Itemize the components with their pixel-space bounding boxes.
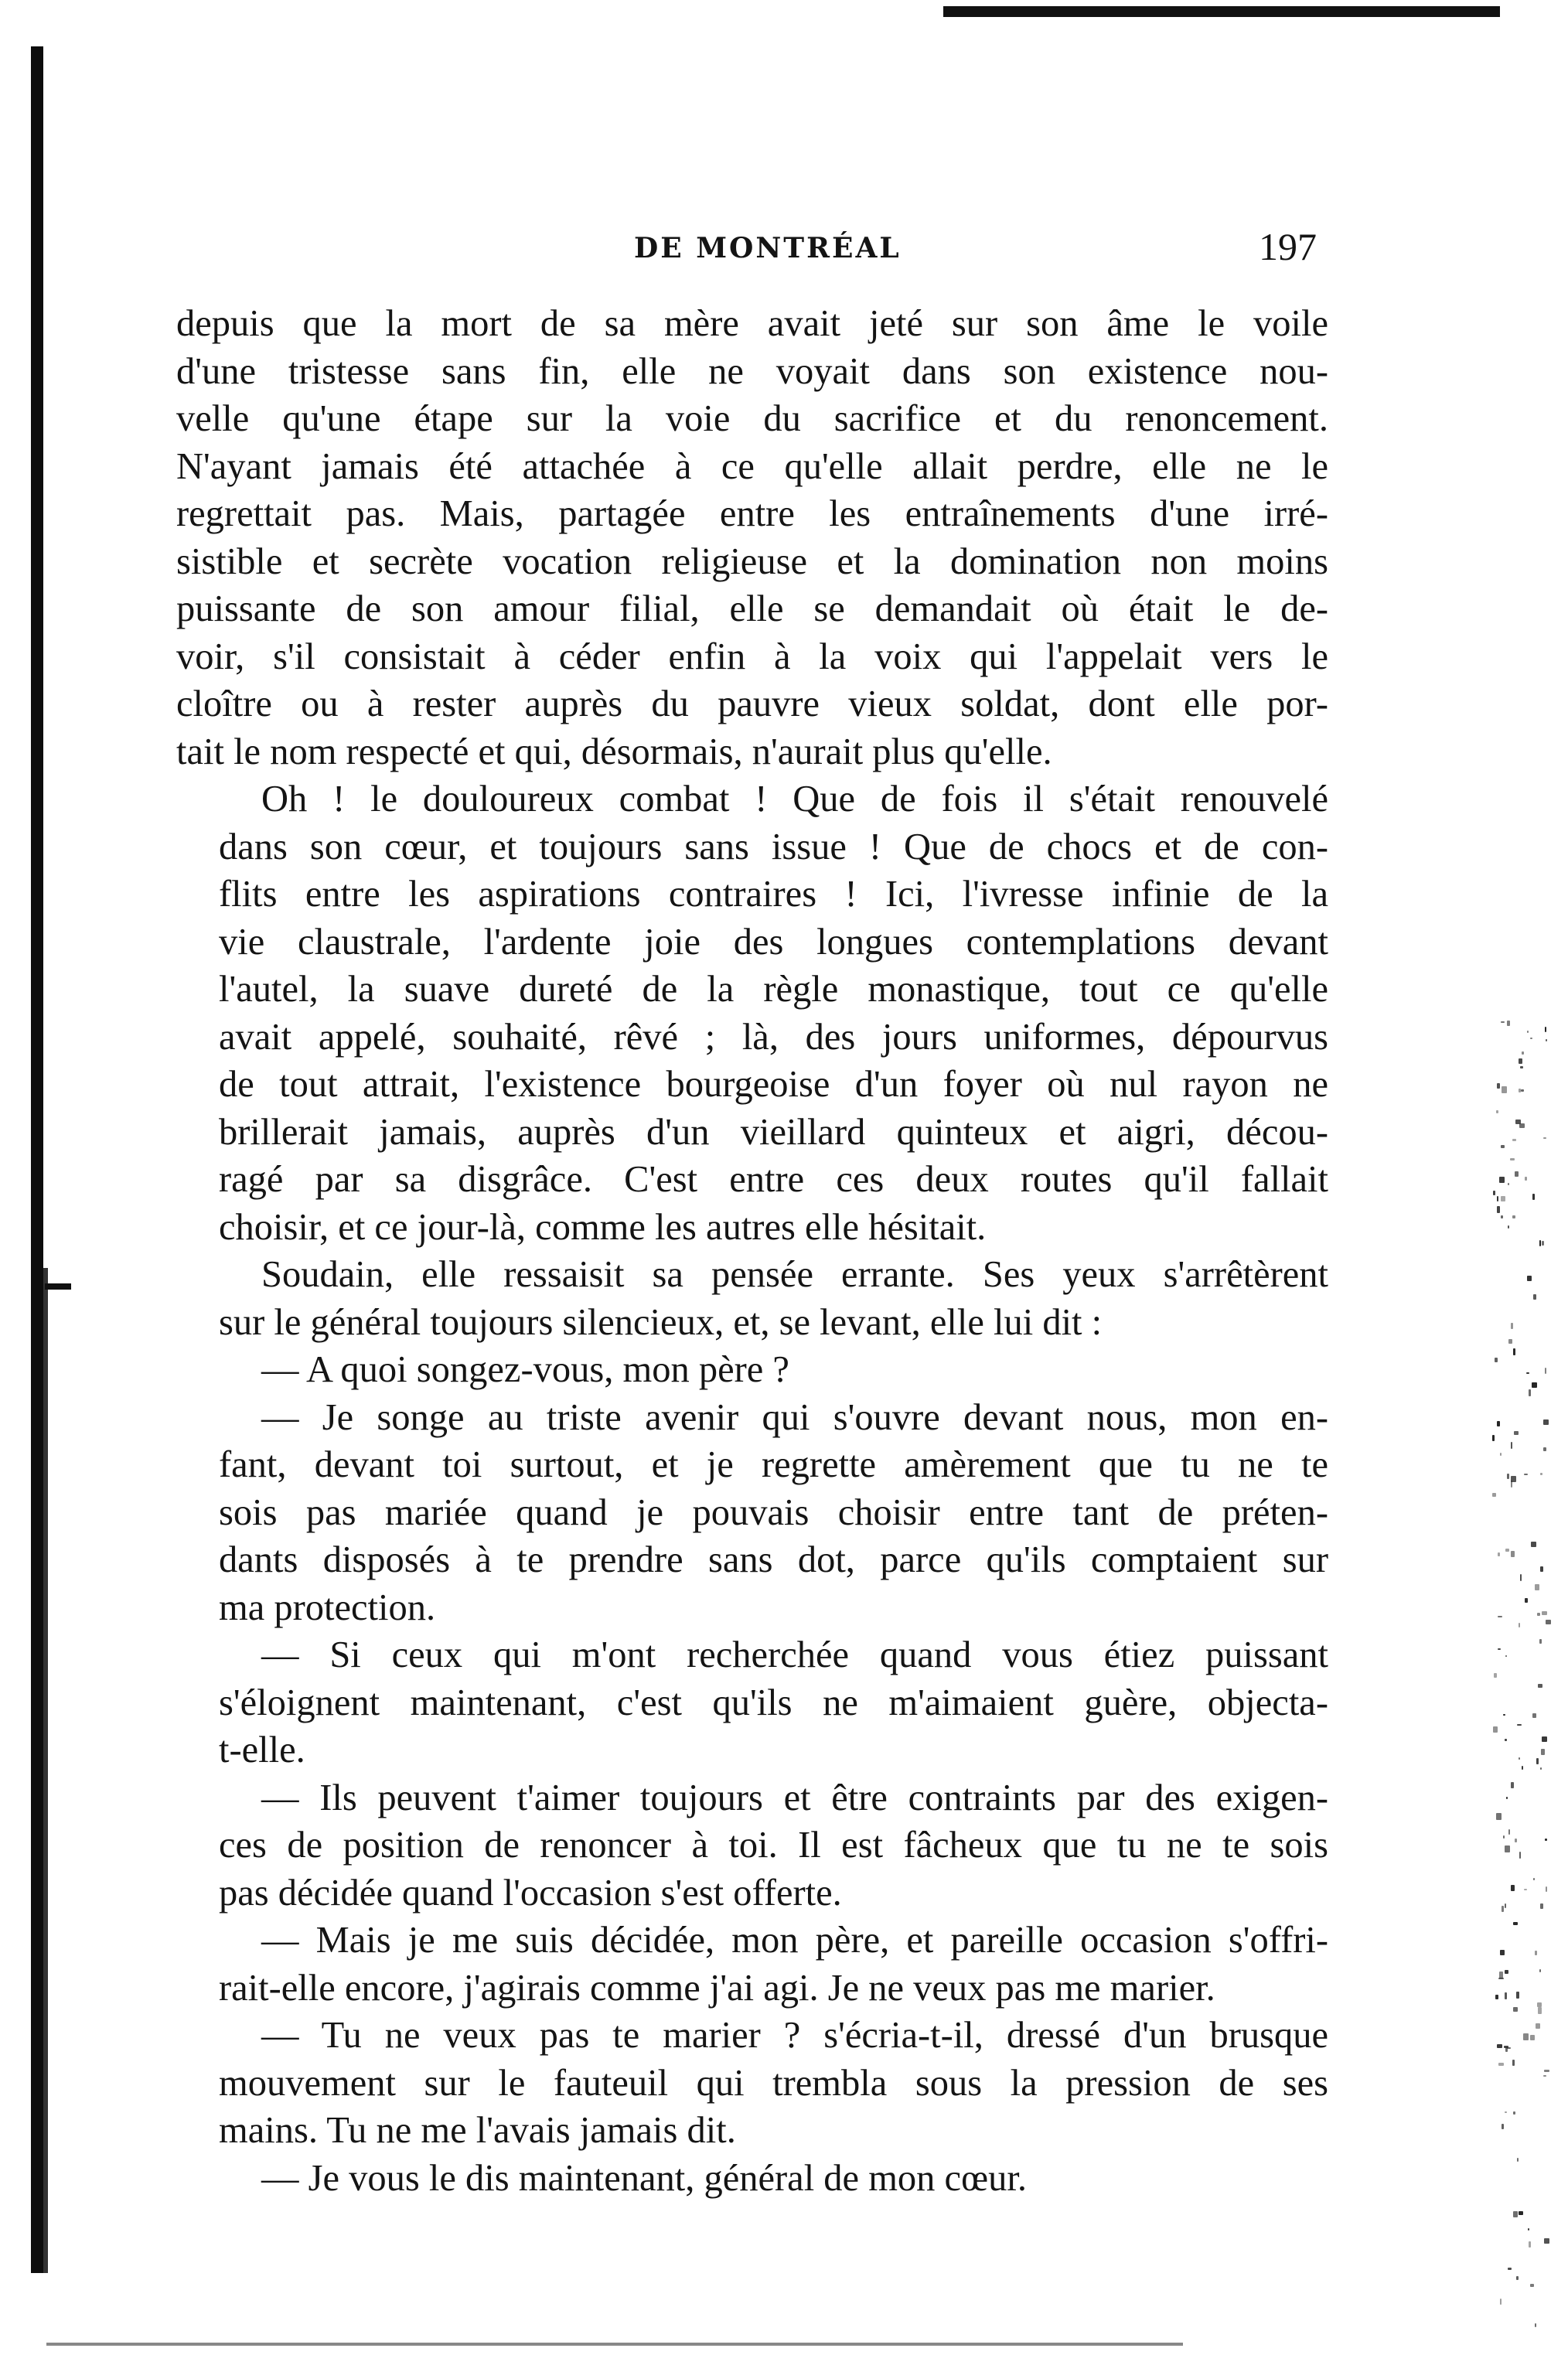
scan-speck — [1519, 1852, 1521, 1859]
scan-speck — [1512, 1139, 1516, 1141]
scan-speck — [1512, 1215, 1515, 1218]
scan-speck — [1500, 1453, 1502, 1456]
scan-speck — [1495, 1995, 1498, 1999]
scan-speck — [1543, 1137, 1546, 1139]
scan-speck — [1492, 1435, 1495, 1441]
scan-speck — [1523, 2033, 1529, 2040]
scan-speck — [1496, 1813, 1502, 1820]
scan-speck — [1511, 1551, 1515, 1557]
scan-speck — [1537, 1613, 1540, 1616]
text-line: — A quoi songez-vous, mon père ? — [261, 1349, 789, 1390]
scan-speck — [1501, 1145, 1505, 1148]
text-line: de tout attrait, l'existence bourgeoise d'un foyer où nul rayon ne — [219, 1064, 1328, 1105]
scan-speck — [1497, 1196, 1498, 1201]
scan-speck — [1536, 2023, 1540, 2029]
scan-speck — [1531, 1542, 1536, 1547]
scan-speck — [1517, 1724, 1522, 1726]
scan-speck — [1546, 1620, 1551, 1624]
scan-speck — [1493, 1726, 1498, 1733]
scan-speck — [1508, 1225, 1509, 1229]
text-line: rait-elle encore, j'agirais comme j'ai agi. Je ne veux pas me marier. — [219, 1967, 1215, 2009]
scan-speck — [1519, 1757, 1520, 1760]
scan-speck — [1505, 2111, 1507, 2113]
scan-speck — [1538, 1684, 1542, 1688]
scan-speck — [1543, 1419, 1549, 1425]
scan-speck — [1513, 2111, 1515, 2115]
scan-speck — [1516, 1992, 1519, 1999]
scan-speck — [1543, 1447, 1546, 1451]
scan-speck — [1516, 2276, 1519, 2280]
text-line: d'une tristesse sans fin, elle ne voyait dans son existence nou- — [176, 350, 1328, 392]
scan-speck — [1540, 1903, 1543, 1909]
scan-speck — [1510, 1158, 1515, 1160]
paragraph — [176, 1346, 1328, 1394]
scan-speck — [1495, 1358, 1498, 1362]
scan-speck — [1506, 1797, 1508, 1799]
text-line: avait appelé, souhaité, rêvé ; là, des jours uniformes, dépourvus — [219, 1016, 1328, 1058]
text-line: flits entre les aspirations contraires ! Ici, l'ivresse infinie de la — [219, 874, 1328, 915]
scan-speck — [1503, 1835, 1505, 1839]
scan-speck — [1521, 1089, 1524, 1092]
scan-speck — [1511, 1885, 1515, 1891]
text-line: brillerait jamais, auprès d'un vieillard quinteux et aigri, décou- — [219, 1111, 1328, 1153]
scan-speck — [1520, 1066, 1523, 1068]
scan-speck — [1544, 2238, 1549, 2244]
text-line: — Si ceux qui m'ont recherchée quand vous étiez puissant — [261, 1634, 1328, 1675]
scan-speck — [1513, 1922, 1518, 1925]
scan-speck — [1539, 1969, 1541, 1972]
scan-speck — [1525, 1598, 1528, 1603]
scan-speck — [1538, 2007, 1542, 2014]
scan-speck — [1527, 1031, 1529, 1033]
scan-bottom-rule — [46, 2343, 1183, 2346]
scan-speck — [1500, 1950, 1505, 1955]
scan-speck — [1532, 1713, 1536, 1718]
scan-left-tick — [45, 1283, 71, 1290]
scan-speck — [1522, 1051, 1524, 1055]
text-line: cloître ou à rester auprès du pauvre vieux soldat, dont elle por- — [176, 683, 1328, 724]
scan-speck — [1511, 1323, 1513, 1329]
text-line: ragé par sa disgrâce. C'est entre ces deux routes qu'il fallait — [219, 1159, 1328, 1200]
paragraph — [176, 775, 1328, 1251]
scan-speck — [1505, 1549, 1509, 1552]
scan-speck — [1520, 1574, 1522, 1581]
text-line: l'autel, la suave dureté de la règle monastique, tout ce qu'elle — [219, 969, 1328, 1010]
scan-speck — [1505, 1655, 1507, 1657]
scan-speck — [1508, 2268, 1512, 2270]
scan-speck — [1508, 1183, 1509, 1185]
scan-speck — [1533, 1294, 1536, 1300]
scan-speck — [1499, 1177, 1505, 1183]
scan-speck — [1497, 1206, 1500, 1213]
scan-speck — [1530, 2035, 1535, 2040]
scan-speck — [1535, 1584, 1539, 1590]
paragraph — [176, 1917, 1328, 2012]
scan-speck — [1545, 1839, 1547, 1841]
scan-speck — [1515, 1171, 1519, 1177]
text-line: Oh ! le douloureux combat ! Que de fois il s'était renouvelé — [261, 779, 1328, 820]
scan-right-specks — [1492, 1021, 1554, 2350]
text-line: sur le général toujours silencieux, et, se levant, elle lui dit : — [219, 1301, 1103, 1343]
text-line: puissante de son amour filial, elle se demandait où était le de- — [176, 588, 1328, 629]
scan-speck — [1535, 2323, 1536, 2327]
scan-speck — [1497, 1421, 1500, 1426]
scan-speck — [1503, 1714, 1505, 1716]
paragraph — [176, 1774, 1328, 1917]
paragraph — [176, 2012, 1328, 2155]
scan-speck — [1507, 1021, 1510, 1026]
text-line: sois pas mariée quand je pouvais choisir entre tant de préten- — [219, 1491, 1328, 1533]
scan-speck — [1536, 1758, 1539, 1764]
scan-speck — [1543, 2075, 1546, 2077]
scan-speck — [1546, 1886, 1547, 1892]
scan-speck — [1505, 1903, 1506, 1908]
scan-speck — [1542, 1611, 1547, 1615]
scan-speck — [1511, 1442, 1512, 1449]
scan-speck — [1525, 1177, 1527, 1181]
scan-speck — [1513, 2211, 1518, 2217]
scan-speck — [1542, 1736, 1547, 1742]
text-line: t-elle. — [219, 1730, 305, 1770]
text-line: sistible et secrète vocation religieuse et la domination non moins — [176, 540, 1328, 582]
scan-speck — [1524, 1474, 1528, 1475]
text-line: pas décidée quand l'occasion s'est offerte. — [219, 1872, 842, 1914]
scan-speck — [1515, 1120, 1521, 1124]
scan-speck — [1519, 1623, 1520, 1627]
scan-speck — [1530, 1038, 1532, 1039]
scan-speck — [1505, 1970, 1508, 1974]
scan-speck — [1501, 1021, 1505, 1023]
text-line: ma protection. — [219, 1586, 436, 1628]
scan-speck — [1501, 1215, 1503, 1218]
scan-speck — [1513, 2007, 1518, 2012]
scan-speck — [1507, 1474, 1509, 1479]
scan-speck — [1498, 1552, 1500, 1556]
text-line: choisir, et ce jour-là, comme les autres elle hésitait. — [219, 1206, 987, 1248]
scan-left-edge — [31, 46, 43, 2273]
scan-speck — [1502, 2124, 1504, 2129]
text-line: vie claustrale, l'ardente joie des longues contemplations devant — [219, 921, 1328, 963]
scan-speck — [1533, 1878, 1535, 1880]
scan-speck — [1527, 1276, 1532, 1281]
scan-speck — [1535, 1951, 1537, 1955]
scan-speck — [1505, 1992, 1507, 1999]
scan-speck — [1540, 1566, 1543, 1572]
scan-top-rule — [943, 6, 1500, 17]
scan-speck — [1515, 1839, 1517, 1842]
scan-speck — [1513, 1348, 1515, 1355]
scan-speck — [1532, 1194, 1535, 1200]
scan-speck — [1497, 1083, 1500, 1089]
body-text — [176, 300, 1328, 2202]
page-number: 197 — [1259, 225, 1317, 268]
scan-speck — [1496, 1110, 1498, 1113]
text-line: — Je vous le dis maintenant, général de mon cœur. — [261, 2157, 1027, 2199]
scan-speck — [1528, 2228, 1529, 2231]
running-head: DE MONTRÉAL — [634, 232, 902, 264]
scan-speck — [1501, 1196, 1505, 1201]
scan-speck — [1519, 1058, 1522, 1064]
scan-speck — [1526, 1372, 1529, 1374]
text-line: dants disposés à te prendre sans dot, parce qu'ils comptaient sur — [219, 1539, 1328, 1580]
text-line: ces de position de renoncer à toi. Il est fâcheux que tu ne te sois — [219, 1825, 1328, 1866]
scan-speck — [1504, 2046, 1508, 2048]
scan-speck — [1540, 1767, 1542, 1770]
scan-speck — [1508, 1339, 1512, 1344]
scan-speck — [1505, 1845, 1510, 1852]
scan-speck — [1519, 2211, 1523, 2215]
text-line: regrettait pas. Mais, partagée entre les entraînements d'une irré- — [176, 493, 1328, 534]
scan-speck — [1492, 1493, 1496, 1497]
scan-speck — [1500, 2299, 1502, 2305]
scan-speck — [1498, 1648, 1501, 1650]
paragraph — [176, 1394, 1328, 1632]
text-line: — Je songe au triste avenir qui s'ouvre devant nous, mon en- — [261, 1396, 1328, 1438]
paragraph — [176, 300, 1328, 775]
scan-speck — [1539, 1240, 1541, 1246]
text-line: — Tu ne veux pas te marier ? s'écria-t-il, dressé d'un brusque — [261, 2015, 1328, 2056]
scan-left-edge-shadow — [43, 1268, 48, 2273]
scan-speck — [1542, 1241, 1544, 1246]
text-line: depuis que la mort de sa mère avait jeté sur son âme le voile — [176, 303, 1328, 344]
scan-speck — [1494, 1673, 1497, 1678]
text-line: s'éloignent maintenant, c'est qu'ils ne m'aimaient guère, objecta- — [219, 1682, 1328, 1723]
scan-speck — [1508, 1829, 1510, 1835]
text-line: — Mais je me suis décidée, mon père, et pareille occasion s'offri- — [261, 1920, 1328, 1961]
scan-speck — [1493, 1191, 1495, 1195]
scan-speck — [1524, 1889, 1527, 1890]
text-line: Soudain, elle ressaisit sa pensée errante. Ses yeux s'arrêtèrent — [261, 1254, 1328, 1295]
scan-speck — [1529, 1389, 1531, 1396]
text-line: N'ayant jamais été attachée à ce qu'elle allait perdre, elle ne le — [176, 445, 1328, 487]
scan-speck — [1544, 2070, 1549, 2072]
paragraph — [176, 1251, 1328, 1346]
scan-speck — [1502, 1086, 1507, 1093]
scan-speck — [1517, 2158, 1519, 2162]
scan-speck — [1498, 1616, 1502, 1617]
scan-speck — [1541, 1749, 1545, 1755]
scan-speck — [1545, 1368, 1546, 1374]
scan-speck — [1505, 1739, 1507, 1741]
scan-speck — [1511, 1782, 1514, 1788]
scan-speck — [1502, 1906, 1504, 1912]
text-line: tait le nom respecté et qui, désormais, n'aurait plus qu'elle. — [176, 731, 1052, 772]
scan-speck — [1530, 2284, 1534, 2287]
scan-speck — [1512, 2060, 1515, 2066]
paragraph — [176, 1631, 1328, 1774]
scan-speck — [1537, 2002, 1542, 2007]
scan-speck — [1511, 1476, 1516, 1482]
scan-speck — [1497, 2044, 1502, 2048]
scan-speck — [1514, 1431, 1519, 1435]
text-line: mains. Tu ne me l'avais jamais dit. — [219, 2110, 736, 2151]
scan-speck — [1540, 1473, 1542, 1475]
scan-speck — [1539, 1639, 1542, 1644]
text-line: voir, s'il consistait à céder enfin à la voix qui l'appelait vers le — [176, 636, 1328, 677]
scan-speck — [1545, 1027, 1546, 1032]
scan-speck — [1498, 2063, 1504, 2066]
text-line: — Ils peuvent t'aimer toujours et être contraints par des exigen- — [261, 1777, 1328, 1818]
text-line: fant, devant toi surtout, et je regrette amèrement que tu ne te — [219, 1444, 1328, 1485]
scan-speck — [1529, 2241, 1531, 2248]
text-line: velle qu'une étape sur la voie du sacrifice et du renoncement. — [176, 398, 1328, 439]
scan-speck — [1546, 1039, 1547, 1041]
scan-speck — [1532, 1382, 1537, 1388]
paragraph — [176, 2155, 1328, 2203]
scan-speck — [1499, 1972, 1503, 1978]
text-line: dans son cœur, et toujours sans issue ! Que de chocs et de con- — [219, 826, 1328, 867]
text-line: mouvement sur le fauteuil qui trembla sous la pression de ses — [219, 2062, 1328, 2104]
scan-speck — [1522, 1766, 1523, 1770]
